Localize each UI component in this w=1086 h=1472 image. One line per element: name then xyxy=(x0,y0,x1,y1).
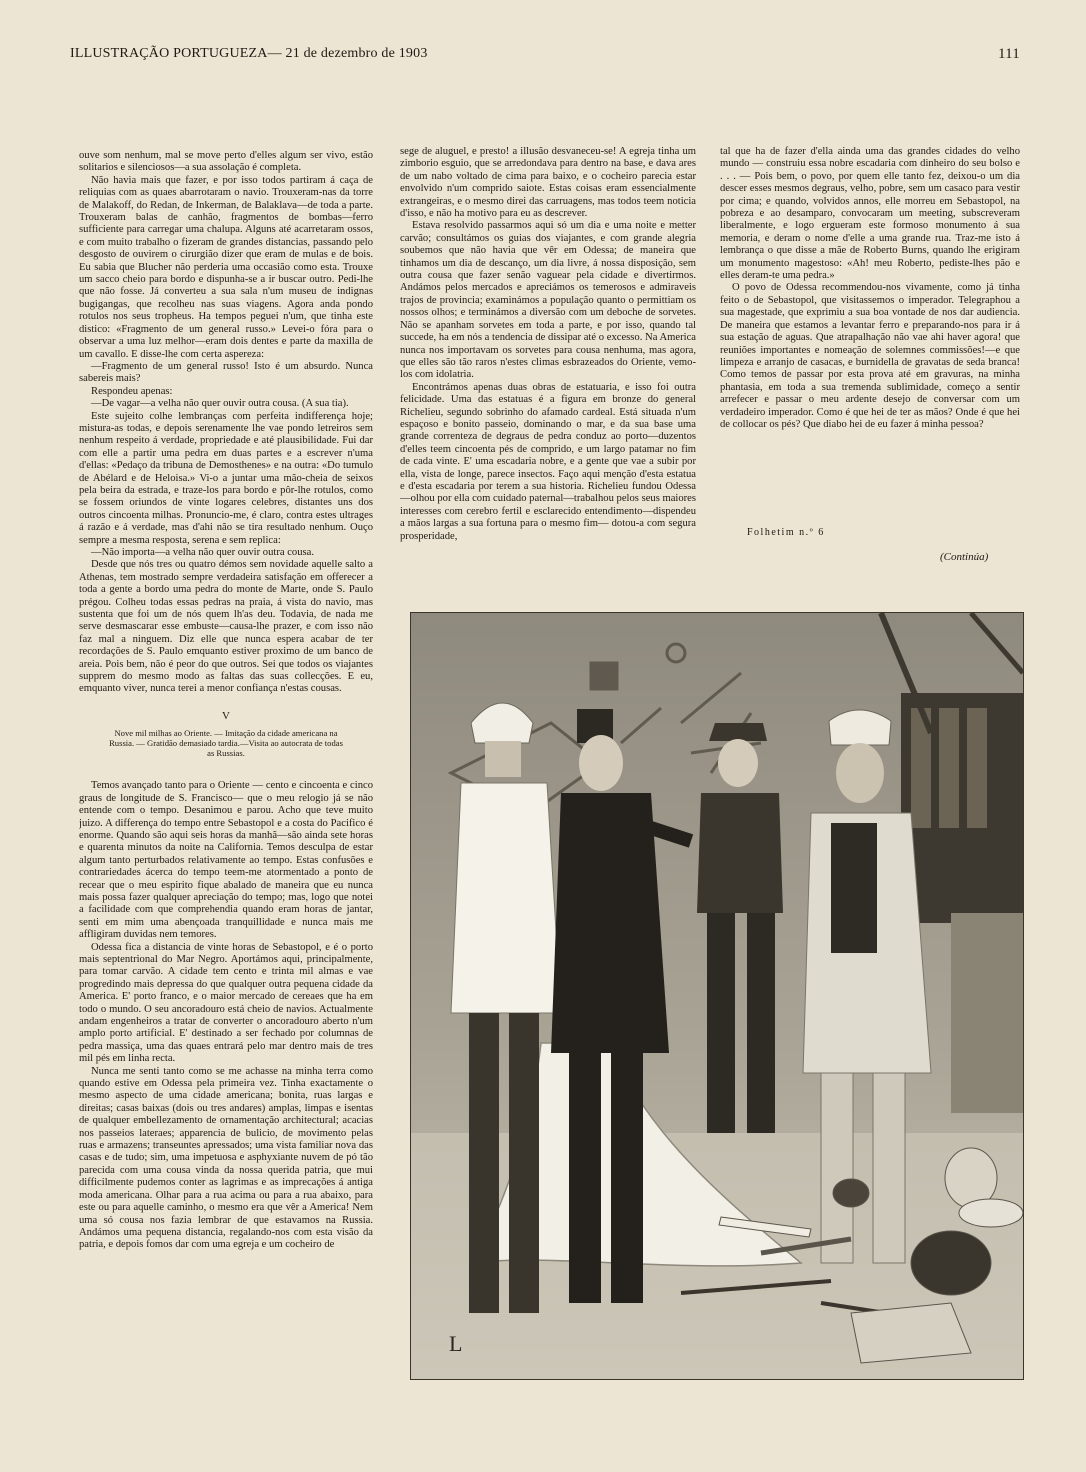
text-column-1 xyxy=(79,150,373,1400)
illustration xyxy=(410,612,1024,1380)
illustration-drawing xyxy=(411,613,1023,1379)
paragraph: Respondeu apenas: xyxy=(91,385,173,397)
paragraph: O povo de Odessa recommendou-nos vivamente, como já tinha feito o de Sebastopol, que visitassemos o imperador. Telegraphou a sua magestade, que exprimiu a sua boa vontade de nos dar audiencia. De maneira que estamos a levantar ferro e preparando-nos para ir á sua estação de aguas. Que atrapalhação não vae ahi haver agora! que reuniões importantes e nomeação de solemnes commissões!—e que limpeza e arranjo de casacas, e burnidella de gravatas de seda branca! Como temos de passar por esta prova até em gravuras, na minha phantasia, em toda a sua tremenda sublimidade, começo a sentir arrefecer e passar o meu ardente desejo de conversar com um verdadeiro imperador. Como é que hei de ter as mãos? Onde é que hei de collocar os pés? Que diabo hei de eu fazer á minha pessoa? xyxy=(720,282,1020,430)
paragraph: Este sujeito colhe lembranças com perfeita indifferença hoje; mistura-as todas, e depois serenamente lhe vae pondo letreiros sem nenhum respeito á verdade, propriedade e até plausibilidade. Fui dar com elle a partir uma pedra em duas partes e a escrever n'uma d'ellas: «Pedaço da tribuna de Demosthenes» e na outra: «Do tumulo de Abélard e de Heloisa.» Vi-o a juntar uma mão-cheia de seixos pela beira da estrada, e traze-los para bordo e pôr-lhe rotulos, como se fossem oriundos de vinte logares celebres, distantes uns dos outros cincoenta milhas. Pronuncio-me, é claro, contra estes ultrages á razão e á verdade, mas d'ahi não se tira resultado nenhum. Ouço sempre a mesma resposta, serena e sem replica: xyxy=(79,410,373,546)
paragraph: Temos avançado tanto para o Oriente — cento e cincoenta e cinco graus de longitude de S. Francisco— que o meu relogio já se não entende com o tempo. Desanimou e parou. Acho que teve muito juizo. A differença do tempo entre Sebastopol e a costa do Pacifico é enorme. Quando são aqui seis horas da manhã—são ainda sete horas e quarenta minutos da noite na California. Temos desculpa de estar algum tanto perturbados relativamente ao tempo. Estas confusões e contrariedades ácerca do tempo teem-me atormentado a ponto de recear que o meu espirito fique abalado de maneira que eu nunca mais possa fazer qualquer apreciação do tempo; mas, logo que notei a facilidade com que comprehendia quando eram horas de jantar, senti em mim uma abençoada tranquillidade e nunca mais me affligiram duvidas nem temores. xyxy=(79,780,373,941)
paragraph: Odessa fica a distancia de vinte horas de Sebastopol, e é o porto mais septentrional do Mar Negro. Aportámos aqui, principalmente, para tomar carvão. A cidade tem cento e trinta mil almas e vae progredindo mais depressa do que qualquer outra pequena cidade da America. E' porto franco, e o maior mercado de cereaes que ha em todo o mundo. O seu ancoradouro está cheio de navios. Actualmente andam engenheiros a tratar de converter o ancoradouro aberto n'um amplo porto artificial. E' destinado a ser fechado por columnas de pedra massiça, uma das quaes entrará pelo mar dentro mais de tres mil pés em linha recta. xyxy=(79,941,373,1065)
page-number: 111 xyxy=(998,46,1020,62)
section-heading: V xyxy=(222,709,230,722)
paragraph: sege de aluguel, e presto! a illusão desvaneceu-se! A egreja tinha um zimborio esguio, que se arredondava para dentro na base, e dava ares de um nabo voltado de cima para baixo, e o cocheiro parecia estar envolvido n'um comprido saiote. Estas coisas eram essencialmente extrangeiras, e o mesmo direi das carruagens, mas todos teem noticia d'isso, e não ha motivo para eu as descrever. xyxy=(400,146,696,220)
paragraph: Desde que nós tres ou quatro démos sem novidade aquelle salto a Athenas, tem mostrado sempre verdadeira satisfação em offerecer a toda a gente a bordo uma pedra do monte de Marte, onde S. Paulo prégou. Colheu todas essas pedras na praia, á vista do navio, mas sustenta que foi um de nós quem lh'as deu. Todavia, de nada me serve desmascarar esse embuste—causa-lhe prazer, e com isso não faz mal a ninguem. Diz elle que nunca espera acabar de ter recordações de S. Paulo emquanto estiver proximo de um banco de areia. Pois bem, não é peor do que outros. Sei que todos os viajantes supprem do mesmo modo as faltas das suas collecções. E eu, emquanto viver, nunca terei a menor confiança n'estas cousas. xyxy=(79,559,373,695)
paragraph: tal que ha de fazer d'ella ainda uma das grandes cidades do velho mundo — construiu essa nobre escadaria com dinheiro do seu bolso e . . . — Pois bem, o povo, por quem elle tanto fez, deixou-o um dia descer esses mesmos degraus, velho, pobre, sem um casaco para vestir por cima; e quando, volvidos annos, elle morreu em Sebastopol, na pobreza e ao desamparo, convocaram um meeting, subscreveram liberalmente, e logo ergueram este formoso monumento á sua memoria, e deram o nome d'elle a uma grande rua. Traz-me isto á lembrança o que disse a mãe de Roberto Burns, quando lhe erigiram um monumento magestoso: «Ah! meu Roberto, pediste-lhes pão e elles deram-te uma pedra.» xyxy=(720,146,1020,282)
paragraph: —Fragmento de um general russo! Isto é um absurdo. Nunca sabereis mais? xyxy=(79,360,373,385)
paragraph: Não havia mais que fazer, e por isso todos partiram á caça de reliquias com as quaes abarrotaram o navio. Trouxeram-nas da torre de Malakoff, do Redan, de Inkerman, de Balaklava—de toda a parte. Trouxeram balas de canhão, fragmentos de bombas—ferro sufficiente para carregar uma chalupa. Alguns até acarretaram ossos, e com muito trabalho o fizeram de grandes distancias, passando pelo desgosto de ouvirem o cirurgião dizer que eram de mulas e de bois. Eu sabia que Blucher não perderia uma occasião como esta. Trouxe um sacco cheio para bordo e dispunha-se a ir buscar outro. Pedi-lhe que não fosse. Já converteu a sua sala n'um museu de indignas bugigangas, que recolheu nas suas viagens. Agora anda pondo rotulos nos seus tropheus. Ha tempos peguei n'um, que tinha este distico: «Fragmento de um general russo.» Levei-o fóra para o observar a uma luz melhor—eram dois dentes e parte da maxilla de um cavallo. E disse-lhe com certa aspereza: xyxy=(79,174,373,360)
folhetim-label: Folhetim n.º 6 xyxy=(747,527,825,538)
publication-title: ILLUSTRAÇÃO PORTUGUEZA— 21 de dezembro de 1903 xyxy=(70,46,428,61)
paragraph: Encontrámos apenas duas obras de estatuaria, e isso foi outra felicidade. Uma das estatuas é a figura em bronze do general Richelieu, segundo sobrinho do afamado cardeal. Está situada n'um espaçoso e bonito passeio, dominando o mar, e da sua base uma grande correnteza de degraus de pedra conduz ao porto—duzentos d'elles teem cincoenta pés de comprido, e um largo patamar no fim de cada vinte. E' uma escadaria nobre, e a gente que vae a subir por ella, vista de longe, parece insectos. Faço aqui menção d'esta estatua e d'esta escadaria por terem a sua historia. Richelieu fundou Odessa—olhou por ella com cuidado paternal—trabalhou pelos seus maiores interesses com cerebro fertil e esclarecido entendimento—dispendeu a mãos largas a sua fortuna para o mesmo fim— dotou-a com segura prosperidade, xyxy=(400,381,696,542)
paragraph: —Não importa—a velha não quer ouvir outra cousa. xyxy=(91,547,314,558)
continued-label: (Continúa) xyxy=(940,551,989,563)
section-summary: Nove mil milhas ao Oriente. — Imitação da cidade americana na Russia. — Gratidão demasiado tardia.—Visita ao autocrata de todas as Russias. xyxy=(109,728,343,759)
paragraph: Nunca me senti tanto como se me achasse na minha terra como quando estive em Odessa pela primeira vez. Tinha exactamente o mesmo aspecto de uma cidade americana; bonita, ruas largas e direitas; casas baixas (dois ou tres andares) amplas, limpas e isentas de qualquer embellezamento de ornamentação architectural; acacias nos passeios lateraes; apparencia de bulicio, de movimento pelas ruas e armazens; transeuntes apressados; uma vista familiar nova das casas e de tudo; sim, uma impetuosa e asphyxiante nuvem de pó tão parecida com uma cousa vinda da nossa querida patria, que mui difficilmente pudemos conter as lagrimas e as imprecações á antiga moda americana. Olhar para a rua acima ou para a rua abaixo, para este ou para aquelle caminho, o mesmo era que vêr a America! Nem uma só cousa nos fazia lembrar de que estavamos na Russia. Andámos uma pequena distancia, regalando-nos com esta visão da patria, e depois fomos dar com uma egreja e um cocheiro de xyxy=(79,1065,373,1251)
text-column-2 xyxy=(400,146,696,606)
paragraph: —De vagar—a velha não quer ouvir outra cousa. (A sua tia). xyxy=(91,398,349,410)
paragraph: Estava resolvido passarmos aqui só um dia e uma noite e metter carvão; consultámos os guias dos viajantes, e com grande alegria soubemos que não havia que vêr em Odessa; de maneira que tinhamos um dia de descanço, um dia livre, á nossa disposição, sem outra cousa que fazer senão vaguear pela cidade e divertirmos. Andámos pelos mercados e apreciámos os temerosos e admiraveis trajos de provincia; examinámos a população quanto o permittiam os nossos olhos; e terminámos a diversão com um deboche de sorvetes. Não se apanham sorvetes em toda a parte, e por isso, quando tal succede, ha em nós a tendencia de dissipar até o excesso. Na America nunca nos importavam os sorvetes para cousa nenhuma, mas agora, que elles são tão raros n'estes climas esbrazeados do Oriente, vemo-los com idolatria. xyxy=(400,220,696,381)
artist-signature: L xyxy=(449,1331,463,1356)
page-header xyxy=(70,46,1020,70)
paragraph: ouve som nenhum, mal se move perto d'elles algum ser vivo, estão solitarios e silenciosos—a sua assolação é completa. xyxy=(79,150,373,174)
text-column-3 xyxy=(720,146,1020,476)
